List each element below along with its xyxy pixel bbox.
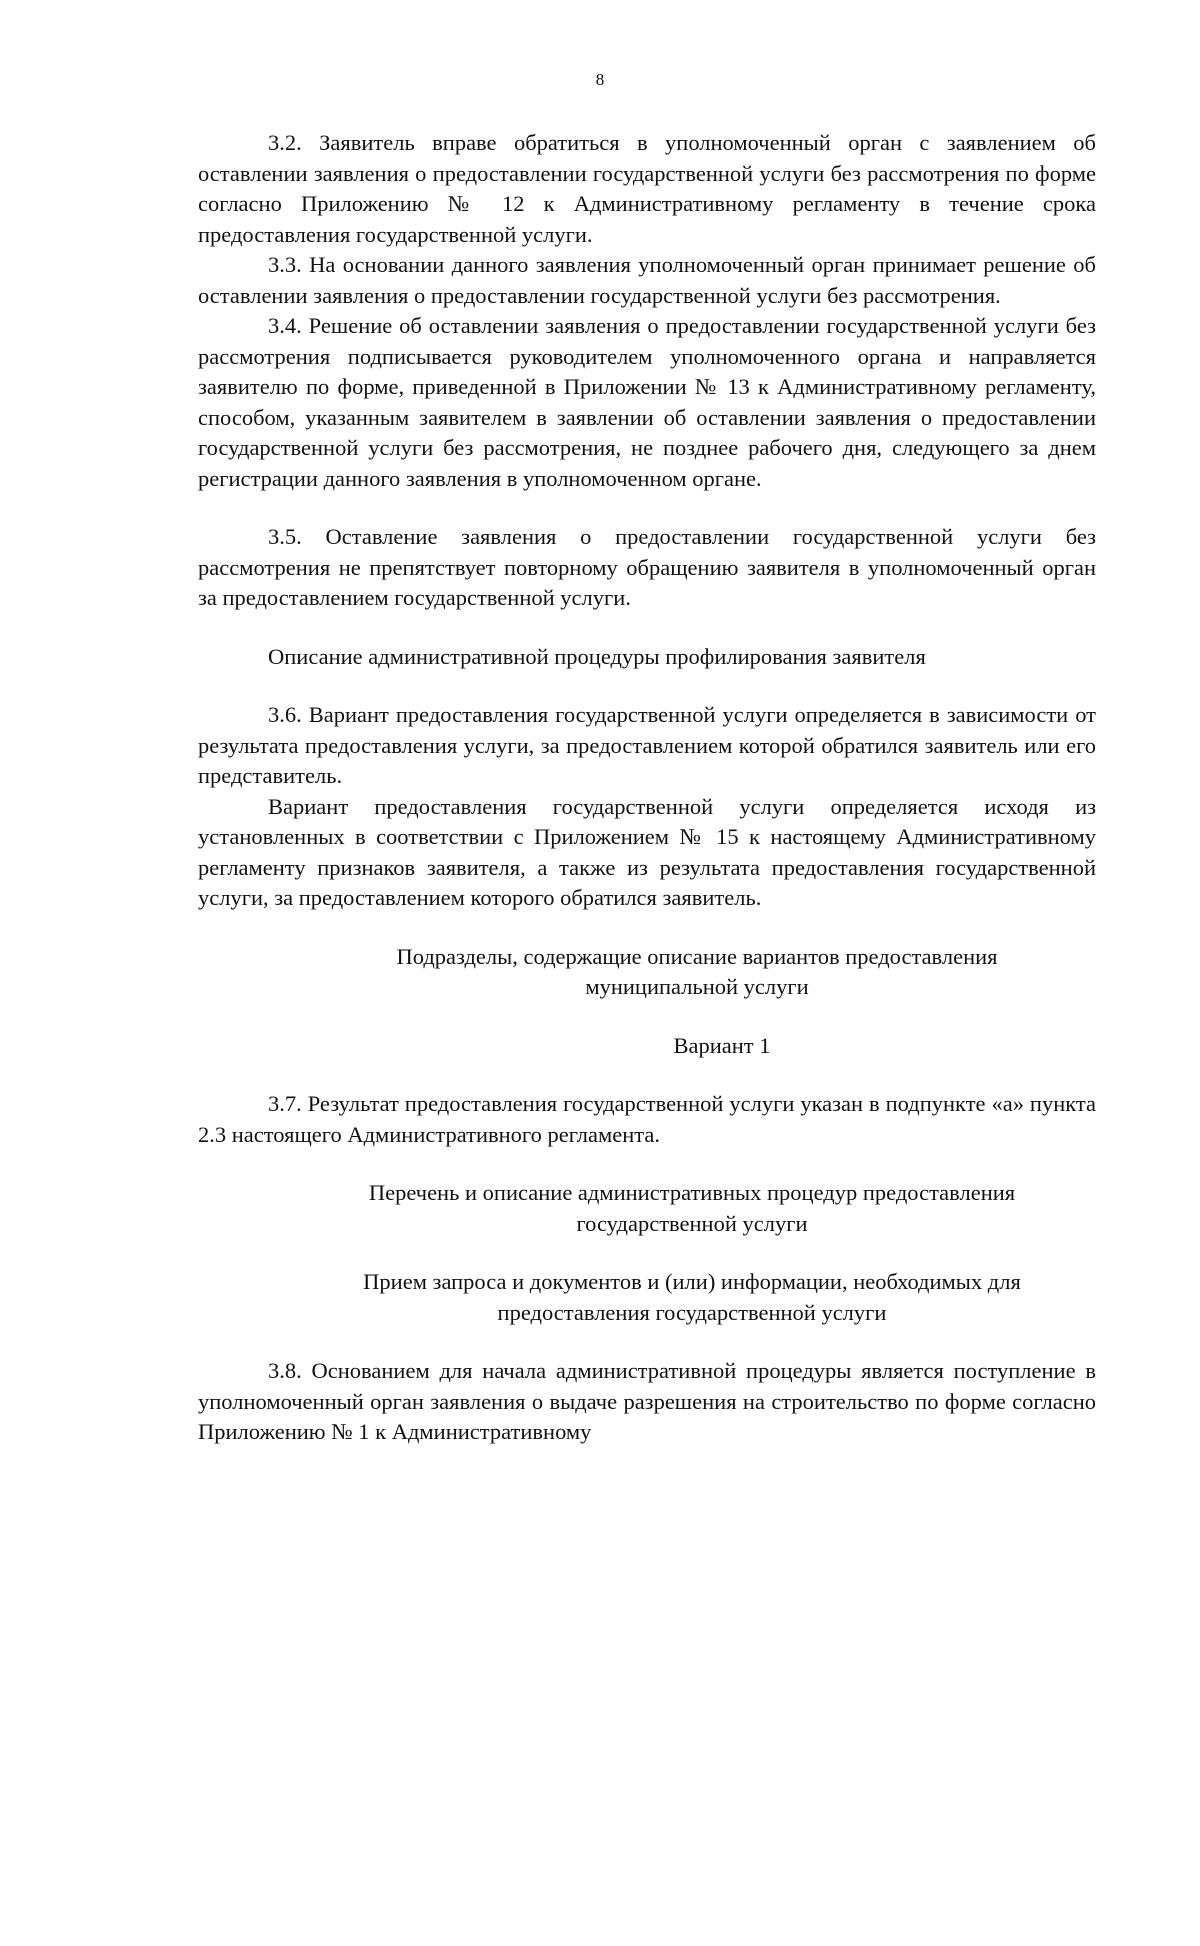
spacer bbox=[198, 672, 1096, 700]
spacer bbox=[198, 1150, 1096, 1178]
spacer bbox=[198, 914, 1096, 942]
section-heading-profiling: Описание административной процедуры профилирования заявителя bbox=[268, 643, 926, 669]
page-number: 8 bbox=[595, 70, 605, 89]
spacer bbox=[198, 1003, 1096, 1031]
spacer bbox=[198, 1328, 1096, 1356]
paragraph-3-4: 3.4. Решение об оставлении заявления о предоставлении государственной услуги без рассмотрения подписывается руководителем уполномоченного органа и направляется заявителю по форме, приведенной в Приложении № 13 к Административному регламенту, способом, указанным заявителем в заявлении об оставлении заявления о предоставлении государственной услуги без рассмотрения, не позднее рабочего дня, следующего за днем регистрации данного заявления в уполномоченном органе. bbox=[198, 313, 1096, 491]
paragraph-3-5: 3.5. Оставление заявления о предоставлении государственной услуги без рассмотрения не препятствует повторному обращению заявителя в уполномоченный орган за предоставлением государственной услуги. bbox=[198, 524, 1096, 610]
section-heading-subsections-line2: муниципальной услуги bbox=[585, 974, 809, 999]
paragraph-3-6: 3.6. Вариант предоставления государственной услуги определяется в зависимости от результата предоставления услуги, за предоставлением которой обратился заявитель или его представитель. bbox=[198, 702, 1096, 788]
section-heading-intake-line1: Прием запроса и документов и (или) информации, необходимых для bbox=[363, 1269, 1021, 1294]
spacer bbox=[198, 494, 1096, 522]
paragraph-3-2: 3.2. Заявитель вправе обратиться в уполномоченный орган с заявлением об оставлении заявления о предоставлении государственной услуги без рассмотрения по форме согласно Приложению № 12 к Административному регламенту в течение срока предоставления государственной услуги. bbox=[198, 130, 1096, 247]
paragraph-3-3: 3.3. На основании данного заявления уполномоченный орган принимает решение об оставлении заявления о предоставлении государственной услуги без рассмотрения. bbox=[198, 252, 1096, 308]
spacer bbox=[198, 1061, 1096, 1089]
section-heading-variant: Вариант 1 bbox=[673, 1032, 771, 1058]
paragraph-3-7: 3.7. Результат предоставления государственной услуги указан в подпункте «а» пункта 2.3 настоящего Административного регламента. bbox=[198, 1091, 1096, 1147]
paragraph-3-8: 3.8. Основанием для начала административной процедуры является поступление в уполномоченный орган заявления о выдаче разрешения на строительство по форме согласно Приложению № 1 к Административному bbox=[198, 1358, 1096, 1444]
section-heading-subsections-line1: Подразделы, содержащие описание вариантов предоставления bbox=[396, 943, 998, 969]
section-heading-intake-line2: предоставления государственной услуги bbox=[497, 1299, 887, 1325]
spacer bbox=[198, 1239, 1096, 1267]
document-body bbox=[198, 128, 1096, 1448]
section-heading-procedures-line2: государственной услуги bbox=[576, 1210, 808, 1236]
paragraph-3-6-continued: Вариант предоставления государственной услуги определяется исходя из установленных в соответствии с Приложением № 15 к настоящему Административному регламенту признаков заявителя, а также из результата предоставления государственной услуги, за предоставлением которого обратился заявитель. bbox=[198, 793, 1096, 910]
spacer bbox=[198, 614, 1096, 642]
section-heading-procedures-line1: Перечень и описание административных процедур предоставления bbox=[368, 1180, 1016, 1205]
